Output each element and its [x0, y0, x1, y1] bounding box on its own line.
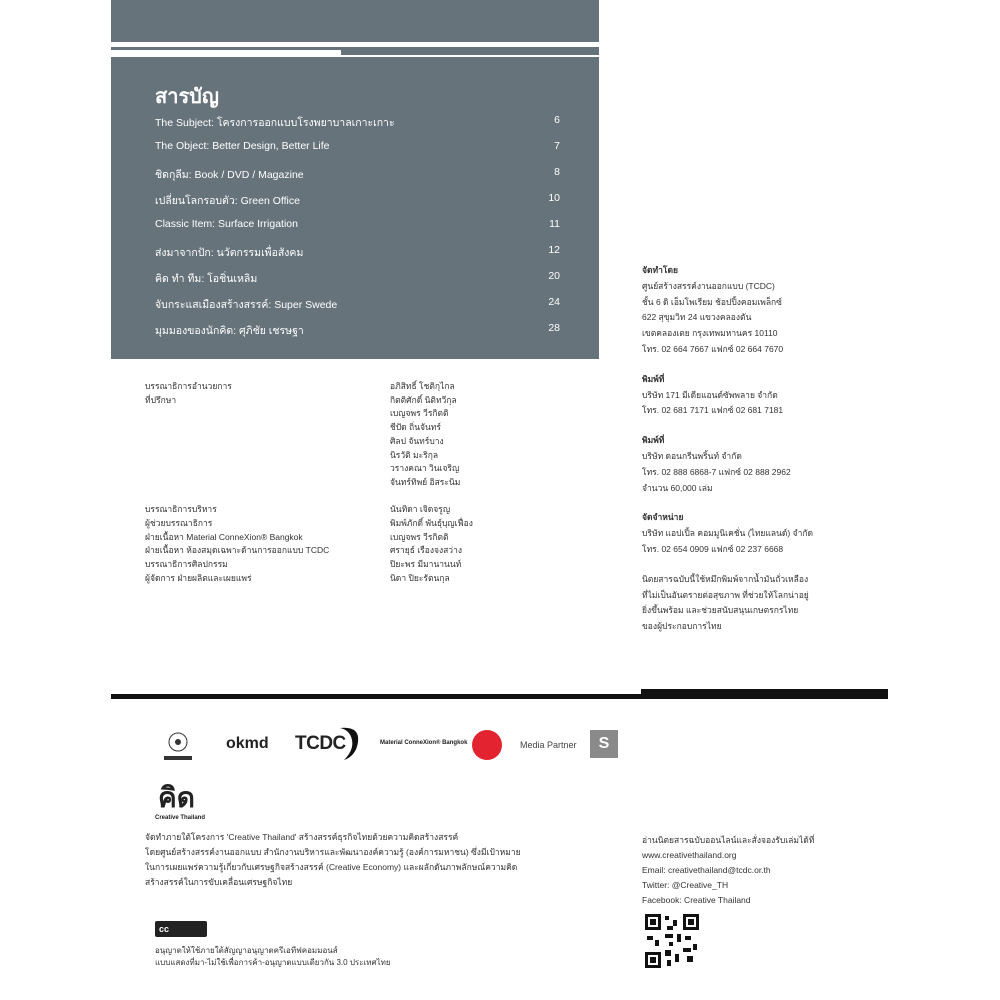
credit-name: วรางคณา วินเจริญ: [390, 463, 460, 474]
credit-role: บรรณาธิการศิลปกรรม: [145, 559, 228, 570]
toc-title: สารบัญ: [155, 86, 219, 108]
credit-name: นันทิดา เจิดจรูญ: [390, 504, 451, 515]
credit-name: เบญจพร วีรกิตติ: [390, 531, 449, 542]
toc-item-page: 12: [548, 244, 560, 256]
credit-role: บรรณาธิการบริหาร: [145, 504, 217, 515]
toc-item[interactable]: [155, 244, 560, 260]
toc-item-page: 6: [554, 114, 560, 126]
credits-roles: [145, 380, 375, 586]
about-text: จัดทำภายใต้โครงการ 'Creative Thailand' สร้างสรรค์ธุรกิจไทยด้วยความคิดสร้างสรรค์ โดยศูนย์สร้างสรรค์งานออกแบบ สำนักงานบริหารและพัฒนาองค์ความรู้ (องค์การมหาชน) ซึ่งมีเป้าหมาย ในการเผยแพร่ความรู้เกี่ยวกับเศรษฐกิจสร้างสรรค์ (Creative Economy) และผลักดันภาพลักษณ์ความคิด สร้างสรรค์ในการขับเคลื่อนเศรษฐกิจไทย: [145, 832, 521, 887]
qr-code[interactable]: [643, 912, 701, 970]
email-link[interactable]: Email: creativethailand@tcdc.or.th: [642, 865, 771, 875]
credit-name: อภิสิทธิ์ โชติกุไกล: [390, 381, 455, 391]
divider: [641, 689, 888, 699]
credit-name: ชีปัด ถิ่นจันทร์: [390, 422, 441, 433]
credit-name: ศิลป จันทร์บาง: [390, 435, 444, 446]
credits-names: [390, 380, 620, 586]
license-text: อนุญาตให้ใช้ภายใต้สัญญาอนุญาตครีเอทีฟคอมมอนส์ แบบแสดงที่มา-ไม่ใช้เพื่อการค้า-อนุญาตแบบเดียวกัน 3.0 ประเทศไทย: [155, 946, 391, 967]
divider: [341, 47, 599, 55]
toc-item-label: ส่งมาจากปัก: นวัตกรรมเพื่อสังคม: [155, 247, 304, 259]
online-info: [642, 833, 892, 908]
credit-name: นิดา ปิยะรัตนกุล: [390, 572, 450, 583]
toc-item-label: เปลี่ยนโลกรอบตัว: Green Office: [155, 195, 300, 207]
tcdc-logo: TCDC: [295, 733, 346, 754]
credit-name: เบญจพร วีรกิตติ: [390, 408, 449, 419]
toc-item[interactable]: [155, 140, 560, 156]
okmd-logo: okmd: [226, 735, 269, 752]
toc-item-page: 20: [548, 270, 560, 282]
s-badge-logo: S: [590, 730, 618, 758]
divider: [111, 47, 341, 50]
seal-logo: [160, 728, 196, 764]
header-block: [111, 0, 599, 42]
credit-role: ผู้ช่วยบรรณาธิการ: [145, 518, 213, 529]
credit-role: ฝ่ายเนื้อหา Material ConneXion® Bangkok: [145, 531, 303, 542]
contact-heading: พิมพ์ที่: [642, 435, 665, 446]
media-partner-label: Media Partner: [520, 740, 577, 750]
toc-item[interactable]: [155, 296, 560, 312]
toc-item[interactable]: [155, 218, 560, 234]
toc-item[interactable]: [155, 166, 560, 182]
contact-heading: พิมพ์ที่: [642, 373, 665, 384]
toc-item-page: 11: [549, 218, 560, 230]
online-heading: อ่านนิตยสารฉบับออนไลน์และสั่งจองรับเล่มได้ที่: [642, 835, 815, 845]
credit-role: ฝ่ายเนื้อหา ห้องสมุดเฉพาะด้านการออกแบบ TCDC: [145, 545, 330, 556]
toc-item-page: 28: [548, 322, 560, 334]
credit-name: จันทร์ทิพย์ อิสระนิม: [390, 476, 461, 487]
toc-item[interactable]: [155, 192, 560, 208]
kit-logo: คิด: [158, 782, 195, 813]
toc-item-page: 7: [554, 140, 560, 152]
kc-logo-icon: [472, 730, 502, 760]
toc-item-label: ชิดกุลีม: Book / DVD / Magazine: [155, 169, 304, 181]
toc-item-label: The Subject: โครงการออกแบบโรงพยาบาลเกาะเกาะ: [155, 117, 395, 129]
credit-role: บรรณาธิการอำนวยการ: [145, 381, 232, 391]
mc-logo: Material ConneXion® Bangkok: [380, 740, 468, 746]
toc-item[interactable]: [155, 114, 560, 130]
credit-name: ปิยะพร มีมานานนท์: [390, 559, 462, 570]
credit-role: ที่ปรึกษา: [145, 394, 177, 405]
credit-name: กิตติศักดิ์ นิติทวีกุล: [390, 394, 457, 405]
tcdc-swoosh-icon: [338, 722, 362, 762]
facebook-link[interactable]: Facebook: Creative Thailand: [642, 895, 751, 905]
twitter-link[interactable]: Twitter: @Creative_TH: [642, 880, 729, 890]
toc-item-label: Classic Item: Surface Irrigation: [155, 218, 298, 230]
toc-item-label: คิด ทำ ทีม: โอชิ่นเหลิม: [155, 273, 258, 285]
toc-item-label: จับกระแสเมืองสร้างสรรค์: Super Swede: [155, 299, 338, 311]
contact-column: จัดทำโดย ศูนย์สร้างสรรค์งานออกแบบ (TCDC) ชั้น 6 ดิ เอ็มโพเรียม ช้อปปิ้งคอมเพล็กซ์ 622 สุขุมวิท 24 แขวงคลองตัน เขตคลองเตย กรุงเทพมหานคร 10110 โทร. 02 664 7667 แฟกซ์ 02 664 7670 พิมพ์ที่ บริษัท 171 มีเดียแอนด์ซัพพลาย จำกัด โทร. 02 681 7171 แฟกซ์ 02 681 7181 พิมพ์ที่ บริษัท ดอนกรีนพริ้นท์ จำกัด โทร. 02 888 6868-7 แฟกซ์ 02 888 2962 จำนวน 60,000 เล่ม จัดจำหน่าย บริษัท แอปเปิ้ล คอมมูนิเคชั่น (ไทยแลนด์) จำกัด โทร. 02 654 0909 แฟกซ์ 02 237 6668 นิตยสารฉบับนี้ใช้หมึกพิมพ์จากน้ำมันถั่วเหลือง ที่ไม่เป็นอันตรายต่อสุขภาพ ที่ช่วยให้โลกน่าอยู่ ยิ่งขึ้นพร้อม และช่วยสนับสนุนเกษตรกรไทย ของผู้ประกอบการไทย: [642, 263, 887, 635]
toc-item-label: The Object: Better Design, Better Life: [155, 140, 330, 152]
creative-thailand-logo: Creative Thailand: [155, 815, 206, 821]
credit-name: นิรวัติ มะริกุล: [390, 449, 439, 460]
divider: [111, 694, 641, 699]
toc-item-label: มุมมองของนักคิด: ศุภิชัย เชรษฐา: [155, 325, 304, 337]
credit-name: พิมพ์ภักดิ์ พันธุ์บุญเฟื่อง: [390, 518, 473, 529]
contact-heading: จัดจำหน่าย: [642, 512, 684, 523]
toc-item-page: 10: [548, 192, 560, 204]
credit-role: ผู้จัดการ ฝ่ายผลิตและเผยแพร่: [145, 572, 252, 583]
toc-item[interactable]: [155, 270, 560, 286]
toc-item-page: 24: [548, 296, 560, 308]
credit-name: ศรายุธ์ เรืองจงสว่าง: [390, 545, 463, 556]
website-link[interactable]: www.creativethailand.org: [642, 850, 737, 860]
contact-heading: จัดทำโดย: [642, 265, 678, 275]
toc-item-page: 8: [554, 166, 560, 178]
cc-license-badge: cc: [155, 921, 207, 937]
toc-item[interactable]: [155, 322, 560, 338]
